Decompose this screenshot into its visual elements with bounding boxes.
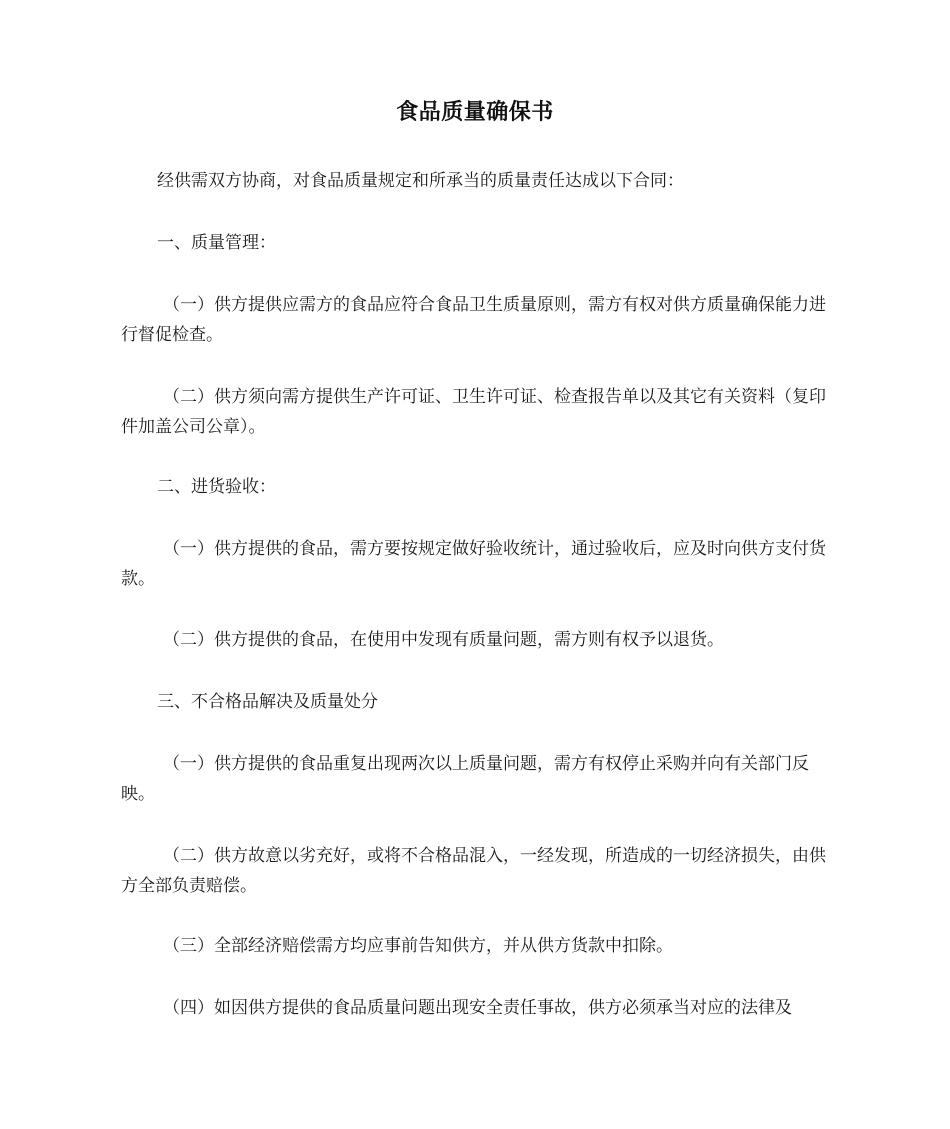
section-heading-incoming-inspection: 二、进货验收： bbox=[157, 477, 276, 497]
clause-3-3: （三）全部经济赔偿需方均应事前告知供方，并从供方货款中扣除。 bbox=[163, 936, 673, 956]
clause-3-4: （四）如因供方提供的食品质量问题出现安全责任事故，供方必须承当对应的法律及 bbox=[163, 998, 792, 1018]
section-heading-nonconforming: 三、不合格品解决及质量处分 bbox=[157, 692, 378, 712]
document-title: 食品质量确保书 bbox=[396, 100, 554, 125]
clause-1-2: （二）供方须向需方提供生产许可证、卫生许可证、检查报告单以及其它有关资料（复印件加盖公司公章）。 bbox=[121, 387, 826, 437]
clause-2-1: （一）供方提供的食品，需方要按规定做好验收统计，通过验收后，应及时向供方支付货款。 bbox=[121, 539, 826, 589]
clause-1-1: （一）供方提供应需方的食品应符合食品卫生质量原则，需方有权对供方质量确保能力进行督促检查。 bbox=[121, 295, 826, 345]
clause-2-2: （二）供方提供的食品，在使用中发现有质量问题，需方则有权予以退货。 bbox=[163, 630, 724, 650]
section-heading-quality-management: 一、质量管理： bbox=[157, 233, 276, 253]
clause-3-2: （二）供方故意以劣充好，或将不合格品混入，一经发现，所造成的一切经济损失，由供方全部负责赔偿。 bbox=[121, 846, 826, 896]
clause-3-1: （一）供方提供的食品重复出现两次以上质量问题，需方有权停止采购并向有关部门反映。 bbox=[121, 754, 809, 804]
paragraph-intro: 经供需双方协商，对食品质量规定和所承当的质量责任达成以下合同： bbox=[157, 171, 684, 191]
